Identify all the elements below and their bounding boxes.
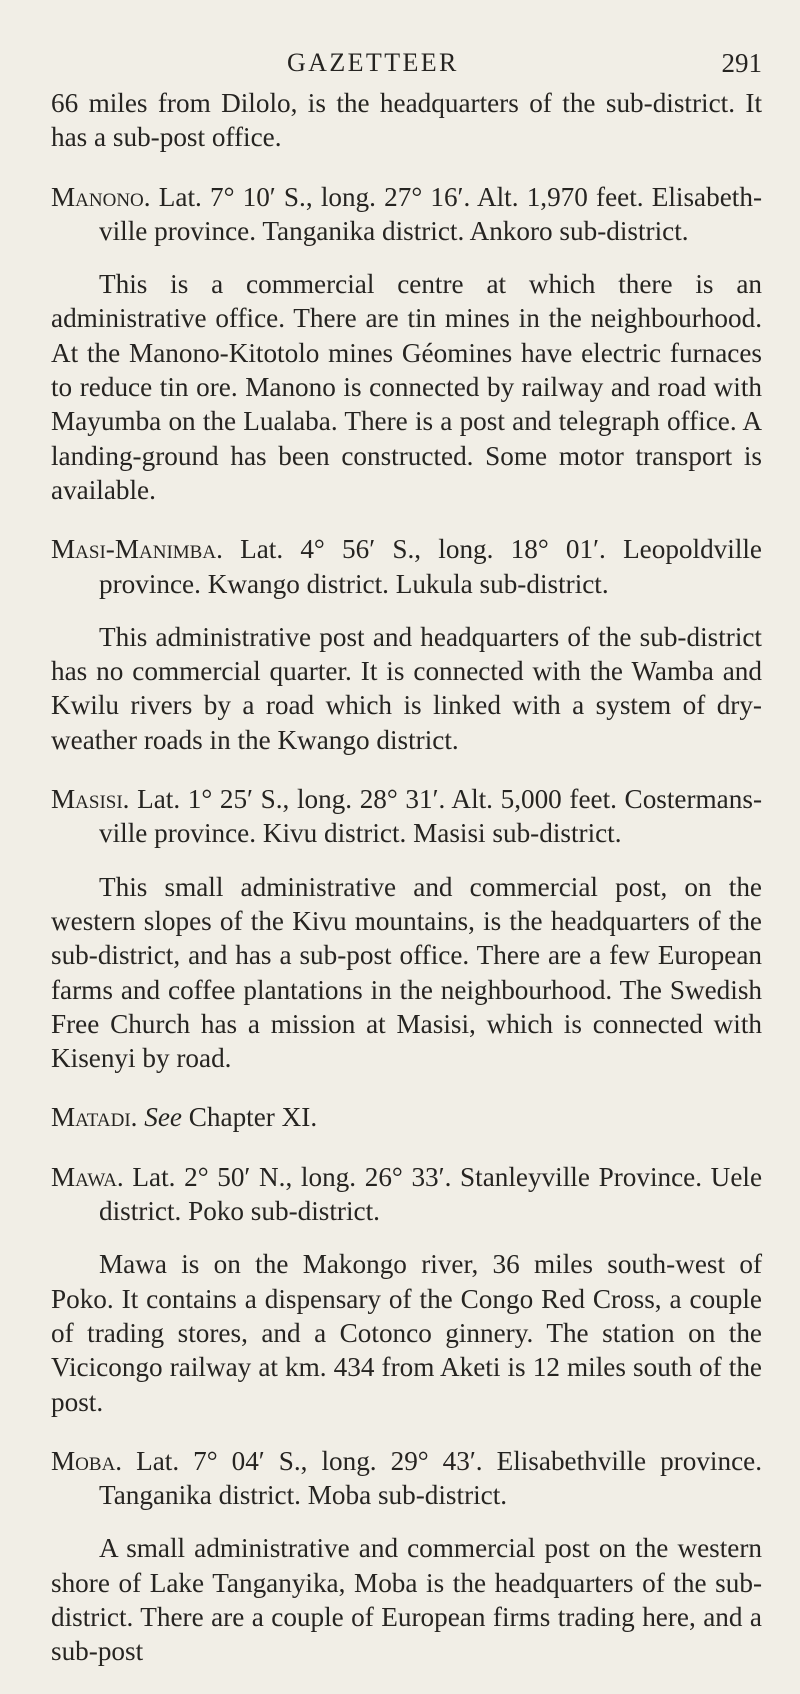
entry-name: Matadi. (51, 1102, 138, 1133)
entry-heading-masisi (51, 782, 762, 851)
entry-location: Lat. 1° 25′ S., long. 28° 31′. Alt. 5,000 feet. Costermansville province. Kivu district. Masisi sub-district. (99, 784, 762, 849)
entry-description-manono: This is a commercial centre at which there is an administrative office. There are tin mines in the neighbourhood. At the Manono-Kitotolo mines Géomines have electric furnaces to reduce tin ore. Manono is connected by railway and road with Mayumba on the Lualaba. There is a post and telegraph office. A landing-ground has been constructed. Some motor transport is available. (51, 269, 762, 505)
entry-heading-manono (51, 180, 762, 249)
entry-name: Moba. (51, 1445, 123, 1476)
page-header (0, 48, 800, 88)
page-body (51, 86, 762, 1694)
continuation-paragraph: 66 miles from Dilolo, is the headquarters of the sub-district. It has a sub-post office. (51, 88, 762, 153)
see-reference-target: Chapter XI. (188, 1102, 318, 1133)
entry-heading-matadi (51, 1100, 762, 1134)
entry-location: Lat. 2° 50′ N., long. 26° 33′. Stanleyville Province. Uele district. Poko sub-district. (99, 1161, 763, 1227)
entry-name: Mawa. (51, 1161, 124, 1192)
entry-description-mawa: Mawa is on the Makongo river, 36 miles south-west of Poko. It contains a dispensary of the Congo Red Cross, a couple of trading stores, and a Cotonco ginnery. The station on the Vicicongo railway at km. 434 from Aketi is 12 miles south of the post. (51, 1249, 762, 1417)
entry-description-masi-manimba: This administrative post and headquarters of the sub-district has no commercial quarter. It is connected with the Wamba and Kwilu rivers by a road which is linked with a system of dry-weather roads in the Kwango district. (51, 621, 762, 755)
page-number: 291 (721, 48, 762, 78)
entry-name: Manono. (51, 181, 151, 212)
entry-heading-moba (51, 1444, 762, 1513)
entry-description-masisi: This small administrative and commercial post, on the western slopes of the Kivu mountains, is the headquarters of the sub-district, and has a sub-post office. There are a few European farms and coffee plantations in the neighbourhood. The Swedish Free Church has a mission at Masisi, which is connected with Kisenyi by road. (51, 871, 762, 1074)
entry-heading-mawa (51, 1160, 762, 1229)
entry-name: Masi-Manimba. (51, 534, 223, 565)
entry-name: Masisi. (51, 784, 130, 815)
running-head: GAZETTEER (287, 48, 459, 77)
entry-location: Lat. 4° 56′ S., long. 18° 01′. Leopoldville province. Kwango district. Lukula sub-district. (99, 534, 762, 599)
entry-location: Lat. 7° 04′ S., long. 29° 43′. Elisabethville province. Tanganika district. Moba sub-district. (99, 1445, 763, 1511)
see-reference-label: See (144, 1102, 182, 1133)
entry-heading-masi-manimba (51, 532, 762, 601)
entry-description-moba: A small administrative and commercial post on the western shore of Lake Tanganyika, Moba is the headquarters of the sub-district. There are a couple of European firms trading here, and a sub-post (51, 1533, 762, 1667)
entry-location: Lat. 7° 10′ S., long. 27° 16′. Alt. 1,970 feet. Elisabethville province. Tanganika district. Ankoro sub-district. (99, 181, 762, 246)
